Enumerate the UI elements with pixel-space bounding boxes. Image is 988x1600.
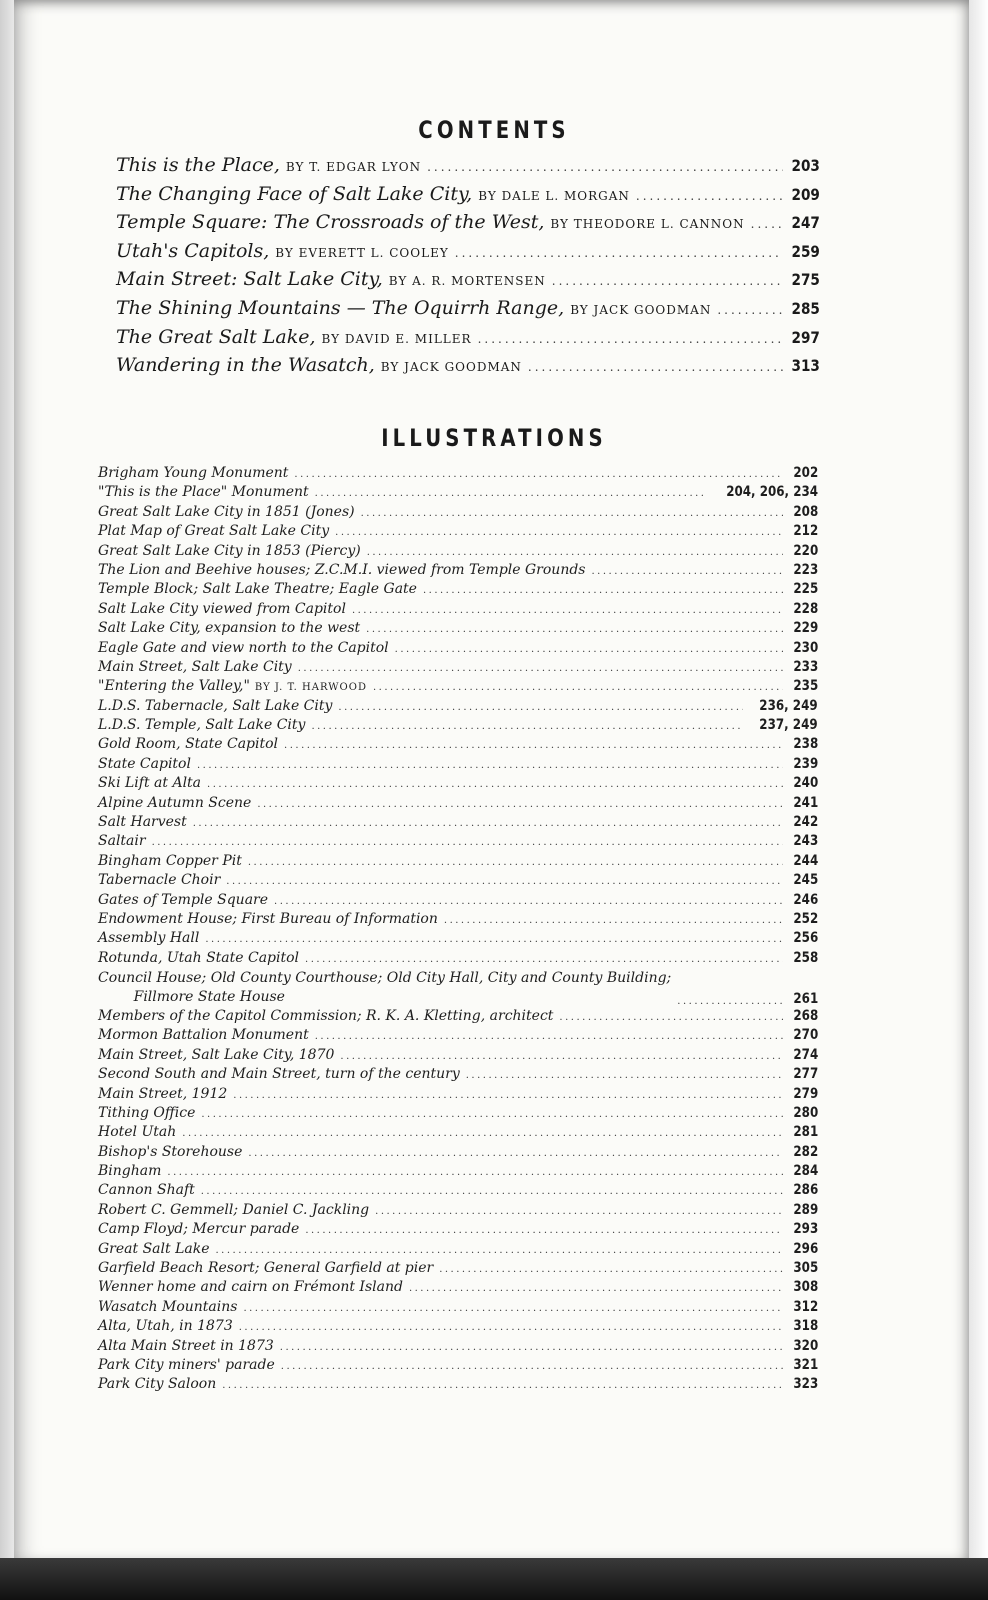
illustration-entry-page: 293 <box>793 1221 818 1238</box>
illustration-entry-title: Wenner home and cairn on Frémont Island <box>98 1279 403 1296</box>
illustration-entry-title: "This is the Place" Monument <box>98 484 309 501</box>
illustration-entry-page: 323 <box>793 1376 818 1393</box>
illustration-entry-title: Great Salt Lake City in 1853 (Piercy) <box>98 542 361 559</box>
illustration-entry <box>98 1181 818 1200</box>
illustration-entry <box>98 600 818 619</box>
illustration-entry <box>98 1046 818 1065</box>
leader-dots <box>366 624 783 635</box>
leader-dots <box>677 996 782 1007</box>
illustration-entry-title: Salt Lake City, expansion to the west <box>98 620 361 637</box>
illustration-entry <box>98 619 818 638</box>
leader-dots <box>239 1322 783 1333</box>
illustration-entry <box>98 852 818 871</box>
leader-dots <box>248 1148 782 1159</box>
leader-dots <box>207 779 783 790</box>
illustration-entry <box>98 735 818 754</box>
illustration-entry <box>98 1162 818 1181</box>
illustration-entry-page: 308 <box>793 1279 818 1296</box>
leader-dots <box>226 876 782 887</box>
book-left-edge <box>0 0 14 1600</box>
contents-entry-author: BY DALE L. MORGAN <box>478 188 630 203</box>
leader-dots <box>717 303 782 317</box>
leader-dots <box>373 682 783 693</box>
illustration-entry-title: Salt Lake City viewed from Capitol <box>98 600 346 617</box>
illustration-entry <box>98 561 818 580</box>
leader-dots <box>298 663 783 674</box>
illustration-entry-page: 202 <box>793 465 818 481</box>
illustration-entry-page: 236, 249 <box>759 697 818 714</box>
leader-dots <box>427 160 783 174</box>
illustration-entry-title: Mormon Battalion Monument <box>98 1027 309 1044</box>
contents-entry-title: Main Street: Salt Lake City, <box>116 268 383 291</box>
illustration-entry <box>98 1026 818 1045</box>
illustration-entry <box>98 929 818 948</box>
illustration-entry-title: Council House; Old County Courthouse; Old City Hall, City and County Building; Fillmore State House <box>98 969 672 1005</box>
illustration-entry <box>98 1259 818 1278</box>
contents-entry-author: BY THEODORE L. CANNON <box>550 217 745 232</box>
illustration-entry <box>98 1143 818 1162</box>
leader-dots <box>201 1109 782 1120</box>
leader-dots <box>455 246 783 260</box>
illustration-entry-page: 243 <box>793 833 818 850</box>
leader-dots <box>182 1128 783 1139</box>
illustration-entry-page: 220 <box>793 542 818 559</box>
illustration-entry-page: 212 <box>793 523 818 540</box>
illustration-entry-page: 238 <box>793 736 818 753</box>
illustration-entry <box>98 542 818 561</box>
illustration-entry <box>98 910 818 929</box>
illustration-entry-page: 229 <box>793 620 818 637</box>
illustration-entry-title: Gates of Temple Square <box>98 891 269 908</box>
book-page <box>14 0 969 1558</box>
leader-dots <box>367 547 783 558</box>
contents-entry <box>116 154 822 183</box>
illustration-entry-page: 239 <box>793 755 818 772</box>
leader-dots <box>257 799 782 810</box>
illustration-entry-page: 237, 249 <box>759 717 818 734</box>
illustration-entry-title: Plat Map of Great Salt Lake City <box>98 523 330 540</box>
illustration-entry-title: L.D.S. Tabernacle, Salt Lake City <box>98 697 333 714</box>
contents-entry-page: 203 <box>791 156 820 175</box>
leader-dots <box>305 954 783 965</box>
leader-dots <box>315 488 704 499</box>
illustration-entry <box>98 1298 818 1317</box>
illustration-entry-title: Bishop's Storehouse <box>98 1143 243 1160</box>
illustration-entry-page: 270 <box>793 1027 818 1044</box>
illustration-entry-author: BY J. T. HARWOOD <box>254 682 367 694</box>
illustration-entry <box>98 464 818 483</box>
illustration-entry <box>98 1201 818 1220</box>
leader-dots <box>466 1070 783 1081</box>
leader-dots <box>280 1342 783 1353</box>
illustration-entry <box>98 1220 818 1239</box>
illustration-entry <box>98 1104 818 1123</box>
illustration-entry-page: 279 <box>793 1085 818 1102</box>
illustration-entry <box>98 813 818 832</box>
contents-entry-title: This is the Place, <box>116 154 280 176</box>
leader-dots <box>205 934 782 945</box>
illustration-entry-page: 242 <box>793 814 818 831</box>
leader-dots <box>361 508 783 519</box>
illustration-entry-page: 320 <box>793 1337 818 1354</box>
leader-dots <box>274 896 783 907</box>
illustration-entry-page: 286 <box>793 1182 818 1199</box>
illustration-entry-title: Bingham <box>98 1163 162 1180</box>
illustration-entry-page: 204, 206, 234 <box>726 484 818 501</box>
illustration-entry-title: Members of the Capitol Commission; R. K. A. Kletting, architect <box>98 1007 554 1024</box>
leader-dots <box>478 332 783 346</box>
leader-dots <box>423 585 783 596</box>
contents-entry-author: BY DAVID E. MILLER <box>321 331 472 346</box>
leader-dots <box>395 644 783 655</box>
illustration-entry-title: Eagle Gate and view north to the Capitol <box>98 639 389 656</box>
illustration-entry-title: Salt Harvest <box>98 814 187 831</box>
leader-dots <box>294 469 782 480</box>
illustration-entry-title: Hotel Utah <box>98 1124 177 1141</box>
illustration-entry-title: Gold Room, State Capitol <box>98 736 279 753</box>
illustration-entry-page: 246 <box>793 891 818 908</box>
illustration-entry <box>98 1007 818 1026</box>
illustrations-list <box>98 464 818 1395</box>
illustration-entry-page: 223 <box>793 561 818 578</box>
illustration-entry <box>98 871 818 890</box>
illustration-entry-title: Tithing Office <box>98 1104 196 1121</box>
illustrations-heading: ILLUSTRATIONS <box>381 424 607 452</box>
leader-dots <box>444 915 783 926</box>
leader-dots <box>305 1225 782 1236</box>
leader-dots <box>248 857 783 868</box>
illustration-entry <box>98 1375 818 1394</box>
illustration-entry-title: Temple Block; Salt Lake Theatre; Eagle Gate <box>98 581 417 598</box>
leader-dots <box>216 1245 783 1256</box>
illustration-entry-page: 258 <box>793 949 818 966</box>
leader-dots <box>552 274 783 288</box>
illustration-entry-title: "Entering the Valley," <box>98 678 250 695</box>
contents-entry-author: BY JACK GOODMAN <box>570 302 712 317</box>
illustration-entry-page: 233 <box>793 658 818 675</box>
illustration-entry-title: Alpine Autumn Scene <box>98 794 252 811</box>
illustration-entry <box>98 697 818 716</box>
contents-entry-title: Wandering in the Wasatch, <box>116 354 375 377</box>
illustration-entry <box>98 832 818 851</box>
illustration-entry-page: 261 <box>793 990 818 1007</box>
illustration-entry-page: 284 <box>793 1163 818 1180</box>
illustration-entry <box>98 1065 818 1084</box>
illustration-entry-page: 281 <box>793 1124 818 1141</box>
leader-dots <box>751 217 783 231</box>
illustration-entry <box>98 658 818 677</box>
leader-dots <box>338 702 743 713</box>
illustration-entry <box>98 1278 818 1297</box>
illustration-entry-title: Tabernacle Choir <box>98 872 221 889</box>
illustration-entry <box>98 1356 818 1375</box>
contents-entry-page: 209 <box>791 184 820 204</box>
illustration-entry-page: 321 <box>793 1356 818 1373</box>
illustration-entry-title: Park City miners' parade <box>98 1356 275 1373</box>
illustration-entry <box>98 755 818 774</box>
illustration-entry-page: 256 <box>793 930 818 947</box>
illustration-entry-page: 235 <box>793 678 818 695</box>
contents-entry <box>116 183 822 212</box>
leader-dots <box>197 760 783 771</box>
illustration-entry-title: Assembly Hall <box>98 930 200 947</box>
illustration-entry-page: 280 <box>793 1104 818 1121</box>
contents-entry-page: 313 <box>791 356 820 376</box>
illustration-entry-title: The Lion and Beehive houses; Z.C.M.I. viewed from Temple Grounds <box>98 561 586 578</box>
illustration-entry-title: Main Street, Salt Lake City, 1870 <box>98 1046 335 1063</box>
illustration-entry <box>98 949 818 968</box>
leader-dots <box>375 1206 783 1217</box>
illustration-entry-page: 208 <box>793 503 818 520</box>
illustration-entry-page: 305 <box>793 1260 818 1277</box>
leader-dots <box>222 1380 783 1391</box>
illustration-entry <box>98 794 818 813</box>
contents-entry <box>116 240 822 269</box>
illustration-entry <box>98 1123 818 1142</box>
illustration-entry <box>98 774 818 793</box>
contents-entry-author: BY A. R. MORTENSEN <box>388 274 546 289</box>
leader-dots <box>335 527 783 538</box>
contents-entry <box>116 268 822 297</box>
illustration-entry-page: 230 <box>793 639 818 656</box>
illustration-entry-page: 244 <box>793 852 818 869</box>
illustration-entry <box>98 483 818 502</box>
contents-entry <box>116 354 822 383</box>
illustration-entry-title: Alta Main Street in 1873 <box>98 1337 274 1354</box>
illustration-entry-title: Brigham Young Monument <box>98 465 289 481</box>
illustration-entry <box>98 639 818 658</box>
illustration-entry-title: Rotunda, Utah State Capitol <box>98 949 300 966</box>
illustration-entry-page: 252 <box>793 910 818 927</box>
contents-entry-title: The Great Salt Lake, <box>116 325 316 348</box>
leader-dots <box>233 1090 783 1101</box>
illustration-entry-title: State Capitol <box>98 755 191 772</box>
illustration-entry <box>98 968 818 1007</box>
contents-entry-page: 247 <box>791 213 820 233</box>
illustration-entry <box>98 1085 818 1104</box>
illustration-entry-page: 282 <box>793 1143 818 1160</box>
contents-entry-author: BY T. EDGAR LYON <box>285 160 422 174</box>
contents-entry <box>116 211 822 240</box>
contents-entry-title: The Shining Mountains — The Oquirrh Range, <box>116 296 565 319</box>
contents-entry-page: 285 <box>791 298 820 318</box>
leader-dots <box>201 1186 783 1197</box>
illustration-entry <box>98 1240 818 1259</box>
contents-entry-page: 259 <box>791 241 820 261</box>
illustration-entry <box>98 1317 818 1336</box>
illustration-entry-page: 312 <box>793 1298 818 1315</box>
leader-dots <box>311 721 743 732</box>
leader-dots <box>340 1051 782 1062</box>
illustration-entry-title: Bingham Copper Pit <box>98 852 242 869</box>
illustration-entry-page: 274 <box>793 1046 818 1063</box>
leader-dots <box>636 189 783 203</box>
illustration-entry-title: Alta, Utah, in 1873 <box>98 1318 233 1335</box>
illustration-entry-title: Garfield Beach Resort; General Garfield at pier <box>98 1260 434 1277</box>
illustration-entry-page: 241 <box>793 794 818 811</box>
leader-dots <box>243 1303 782 1314</box>
leader-dots <box>591 566 782 577</box>
illustration-entry <box>98 503 818 522</box>
contents-entry-author: BY JACK GOODMAN <box>380 360 522 375</box>
illustration-entry <box>98 716 818 735</box>
leader-dots <box>528 360 783 374</box>
illustration-entry-title: Great Salt Lake City in 1851 (Jones) <box>98 503 355 520</box>
leader-dots <box>167 1167 782 1178</box>
contents-entry <box>116 326 822 355</box>
leader-dots <box>315 1031 783 1042</box>
illustration-entry-title: Park City Saloon <box>98 1376 217 1393</box>
illustration-entry-page: 228 <box>793 600 818 617</box>
book-bottom-edge <box>0 1558 988 1600</box>
illustration-entry-title: Wasatch Mountains <box>98 1298 238 1315</box>
contents-entry-title: Temple Square: The Crossroads of the West, <box>116 211 545 234</box>
illustration-entry-title: L.D.S. Temple, Salt Lake City <box>98 717 306 734</box>
illustration-entry-title: Main Street, Salt Lake City <box>98 658 292 675</box>
leader-dots <box>559 1012 782 1023</box>
leader-dots <box>352 605 783 616</box>
illustration-entry-title: Endowment House; First Bureau of Information <box>98 910 438 927</box>
illustration-entry-page: 240 <box>793 775 818 792</box>
illustration-entry-page: 277 <box>793 1066 818 1083</box>
illustration-entry <box>98 891 818 910</box>
contents-entry-page: 275 <box>791 270 820 290</box>
illustration-entry-page: 245 <box>793 872 818 889</box>
illustration-entry-page: 225 <box>793 581 818 598</box>
illustration-entry-page: 289 <box>793 1201 818 1218</box>
contents-entry-page: 297 <box>791 327 820 347</box>
leader-dots <box>281 1361 783 1372</box>
contents-list <box>116 154 822 383</box>
illustration-entry-title: Camp Floyd; Mercur parade <box>98 1221 300 1238</box>
illustration-entry-title: Saltair <box>98 833 146 850</box>
contents-entry-author: BY EVERETT L. COOLEY <box>275 245 449 260</box>
leader-dots <box>284 740 783 751</box>
illustration-entry-title: Great Salt Lake <box>98 1240 210 1257</box>
illustration-entry-title: Main Street, 1912 <box>98 1085 228 1102</box>
illustration-entry-page: 268 <box>793 1007 818 1024</box>
leader-dots <box>152 837 783 848</box>
illustration-entry <box>98 1337 818 1356</box>
illustration-entry-title: Cannon Shaft <box>98 1182 195 1199</box>
illustration-entry-page: 296 <box>793 1240 818 1257</box>
illustration-entry <box>98 580 818 599</box>
contents-heading: CONTENTS <box>418 116 570 144</box>
illustration-entry <box>98 522 818 541</box>
illustration-entry <box>98 677 818 696</box>
illustration-entry-page: 318 <box>793 1318 818 1335</box>
leader-dots <box>193 818 783 829</box>
contents-entry-title: Utah's Capitols, <box>116 239 270 262</box>
illustration-entry-title: Ski Lift at Alta <box>98 775 202 792</box>
illustration-entry-title: Second South and Main Street, turn of the century <box>98 1066 460 1083</box>
illustration-entry-title: Robert C. Gemmell; Daniel C. Jackling <box>98 1201 370 1218</box>
leader-dots <box>439 1264 783 1275</box>
contents-entry <box>116 297 822 326</box>
leader-dots <box>409 1283 783 1294</box>
page-edge-right <box>969 0 988 1600</box>
contents-entry-title: The Changing Face of Salt Lake City, <box>116 182 473 205</box>
